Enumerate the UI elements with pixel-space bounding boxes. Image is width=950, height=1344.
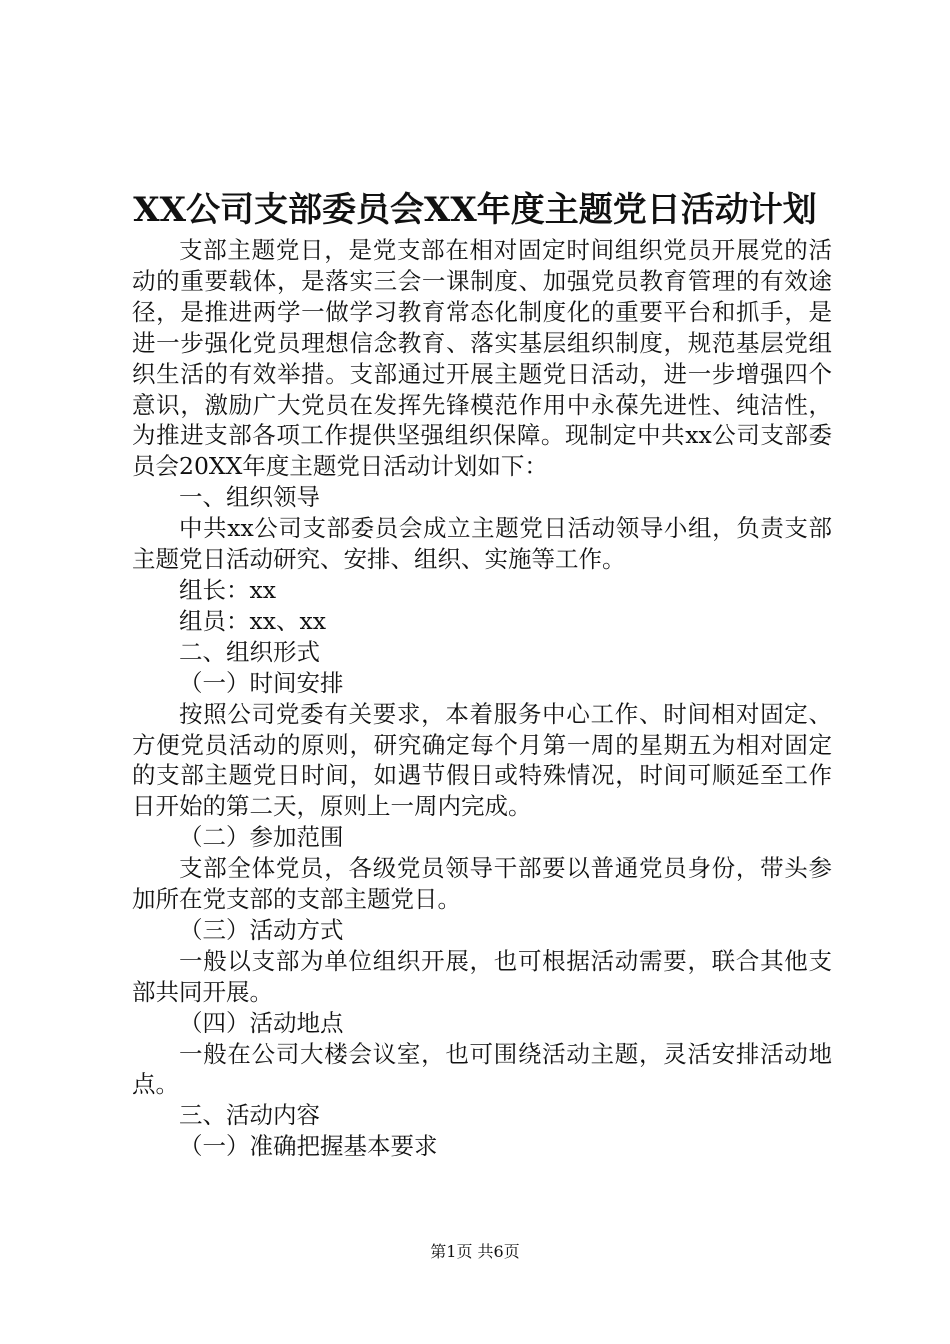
schedule-paragraph: 按照公司党委有关要求，本着服务中心工作、时间相对固定、方便党员活动的原则，研究确定每个月第一周的星期五为相对固定的支部主题党日时间，如遇节假日或特殊情况，时间可顺延至工作日开始的第二天，原则上一周内完成。: [132, 699, 832, 821]
leadership-paragraph: 中共xx公司支部委员会成立主题党日活动领导小组，负责支部主题党日活动研究、安排、组织、实施等工作。: [132, 514, 832, 574]
section-heading-leadership: 一、组织领导: [179, 483, 320, 512]
section-heading-format: 二、组织形式: [179, 637, 320, 666]
document-title: XX公司支部委员会XX年度主题党日活动计划: [133, 190, 817, 230]
method-paragraph: 一般以支部为单位组织开展，也可根据活动需要，联合其他支部共同开展。: [132, 946, 832, 1006]
intro-paragraph: 支部主题党日，是党支部在相对固定时间组织党员开展党的活动的重要载体，是落实三会一课制度、加强党员教育管理的有效途径，是推进两学一做学习教育常态化制度化的重要平台和抓手，是进一步强化党员理想信念教育、落实基层组织制度，规范基层党组织生活的有效举措。支部通过开展主题党日活动，进一步增强四个意识，激励广大党员在发挥先锋模范作用中永葆先进性、纯洁性，为推进支部各项工作提供坚强组织保障。现制定中共xx公司支部委员会20XX年度主题党日活动计划如下：: [132, 236, 832, 481]
subheading-requirements: （一）准确把握基本要求: [179, 1132, 438, 1161]
team-members-line: 组员：xx、xx: [179, 606, 327, 635]
location-paragraph: 一般在公司大楼会议室，也可围绕活动主题，灵活安排活动地点。: [132, 1039, 832, 1099]
section-heading-content: 三、活动内容: [179, 1101, 320, 1130]
subheading-location: （四）活动地点: [179, 1008, 344, 1037]
participants-paragraph: 支部全体党员，各级党员领导干部要以普通党员身份，带头参加所在党支部的支部主题党日。: [132, 854, 832, 914]
subheading-participants: （二）参加范围: [179, 823, 344, 852]
subheading-method: （三）活动方式: [179, 915, 344, 944]
page-number-footer: 第1页 共6页: [430, 1242, 520, 1261]
subheading-schedule: （一）时间安排: [179, 668, 344, 697]
document-body: [132, 235, 832, 1162]
team-leader-line: 组长：xx: [179, 575, 277, 604]
